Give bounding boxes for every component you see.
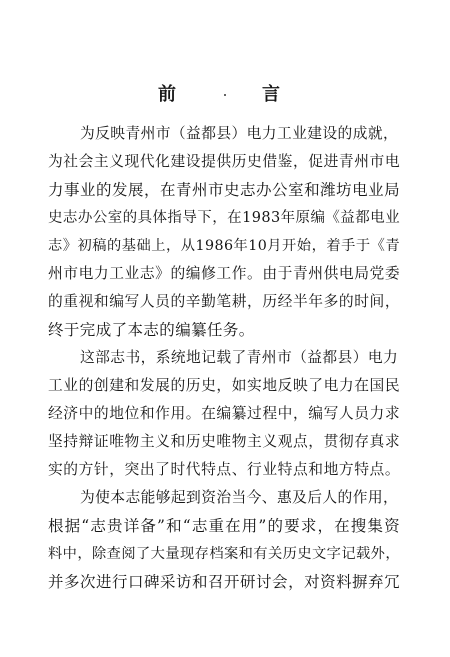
paragraph-1-line-8: 终于完成了本志的编纂任务。 — [48, 321, 255, 339]
paragraph-1-line-2: 为社会主义现代化建设提供历史借鉴，促进青州市电 — [48, 153, 400, 170]
paragraph-2-line-4: 坚持辩证唯物主义和历史唯物主义观点，贯彻存真求 — [48, 433, 400, 450]
paragraph-1-line-7: 的重视和编写人员的辛勤笔耕，历经半年多的时间， — [48, 293, 400, 310]
paragraph-3-line-3: 料中，除查阅了大量现存档案和有关历史文字记载外， — [48, 546, 400, 562]
paragraph-2-line-1: 这部志书，系统地记载了青州市（益都县）电力 — [80, 349, 399, 366]
print-speck — [224, 94, 226, 96]
paragraph-1-line-4: 史志办公室的具体指导下，在1983年原编《益都电业 — [48, 210, 400, 226]
paragraph-3-line-4: 并多次进行口碑采访和召开研讨会，对资料摒弃冗 — [48, 573, 400, 591]
paragraph-1-line-5: 志》初稿的基础上，从1986年10月开始，着手于《青 — [48, 238, 400, 254]
paragraph-3-line-1: 为使本志能够起到资治当今、惠及后人的作用， — [80, 489, 399, 506]
paragraph-2-line-5: 实的方针，突出了时代特点、行业特点和地方特点。 — [48, 461, 400, 478]
paragraph-1-line-1: 为反映青州市（益都县）电力工业建设的成就， — [80, 125, 399, 142]
paragraph-1-line-3: 力事业的发展，在青州市史志办公室和潍坊电业局 — [48, 181, 400, 199]
title-char-2: 言 — [262, 84, 280, 105]
paragraph-2-line-2: 工业的创建和发展的历史，如实地反映了电力在国民 — [48, 377, 400, 394]
paragraph-2-line-3: 经济中的地位和作用。在编纂过程中，编写人员力求 — [48, 405, 400, 422]
paragraph-1-line-6: 州市电力工业志》的编修工作。由于青州供电局党委 — [48, 265, 400, 282]
paragraph-3-line-2: 根据“志贵详备”和“志重在用”的要求，在搜集资 — [48, 517, 400, 535]
title-char-1: 前 — [158, 84, 176, 105]
